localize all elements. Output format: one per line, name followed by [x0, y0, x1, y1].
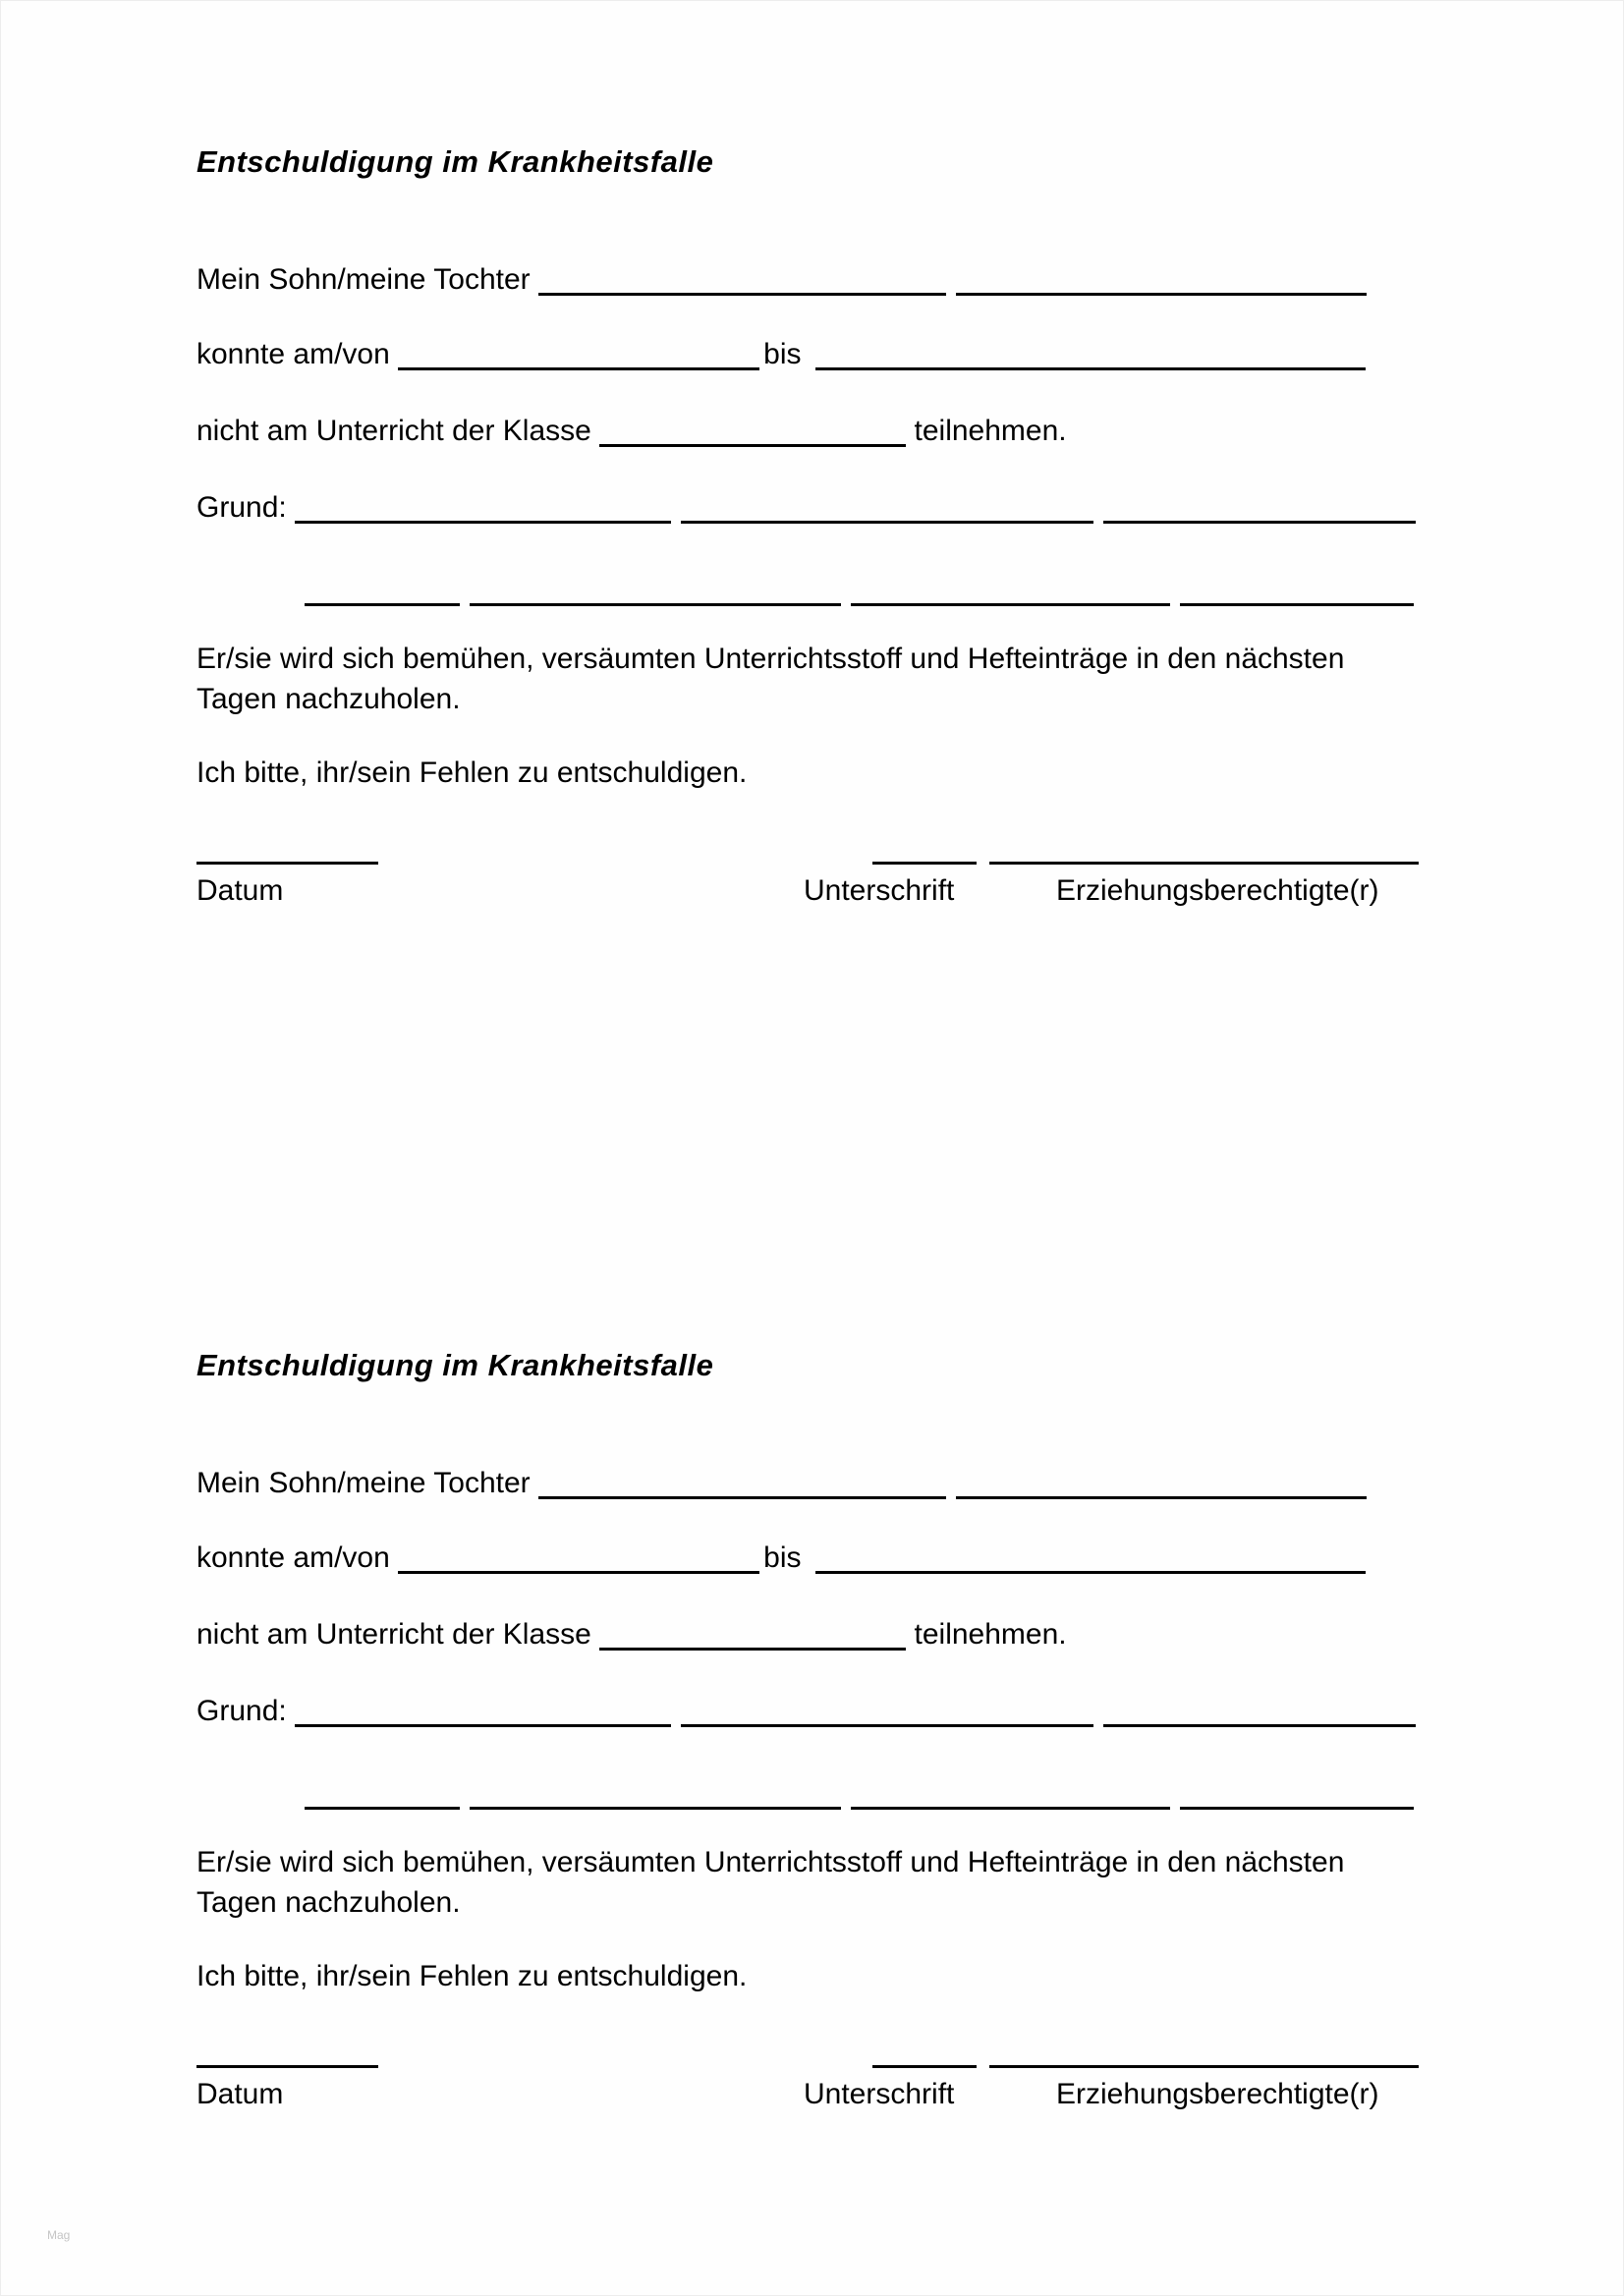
- erziehungsberechtigte-label: Erziehungsberechtigte(r): [1056, 874, 1379, 907]
- blank-date-from: [398, 1541, 759, 1574]
- catch-up-paragraph: Er/sie wird sich bemühen, versäumten Unterrichtsstoff und Hefteinträge in den nächsten Tagen nachzuholen.: [196, 1846, 1345, 1919]
- class-prefix-label: nicht am Unterricht der Klasse: [196, 1618, 591, 1651]
- child-name-label: Mein Sohn/meine Tochter: [196, 263, 531, 296]
- blank-reason-5: [470, 1777, 841, 1810]
- blank-date-to: [815, 338, 1366, 370]
- page-edge-watermark: Mag: [47, 2228, 71, 2242]
- catch-up-paragraph: Er/sie wird sich bemühen, versäumten Unterrichtsstoff und Hefteinträge in den nächsten Tagen nachzuholen.: [196, 643, 1345, 715]
- blank-reason-7: [1180, 1777, 1414, 1810]
- blank-signature-long: [989, 2036, 1419, 2068]
- blank-reason-4: [305, 574, 460, 606]
- signature-blanks-row: [196, 832, 1434, 871]
- blank-reason-5: [470, 574, 841, 606]
- reason-line: [196, 1692, 1416, 1731]
- reason-line: [196, 488, 1416, 528]
- datum-label: Datum: [196, 874, 284, 907]
- class-line: [196, 412, 1067, 451]
- form-title-text: Entschuldigung im Krankheitsfalle: [196, 1348, 714, 1382]
- excuse-request-line: Ich bitte, ihr/sein Fehlen zu entschuldigen.: [196, 756, 748, 789]
- dates-line: [196, 335, 1366, 374]
- form-title: [196, 142, 713, 183]
- class-prefix-label: nicht am Unterricht der Klasse: [196, 415, 591, 447]
- class-suffix-label: teilnehmen.: [914, 415, 1067, 447]
- excuse-request-line: Ich bitte, ihr/sein Fehlen zu entschuldigen.: [196, 1960, 748, 1992]
- blank-date-signature: [196, 832, 378, 865]
- blank-signature-long: [989, 832, 1419, 865]
- reason-line-2: [305, 1774, 1414, 1814]
- dates-bis-label: bis: [763, 338, 802, 370]
- reason-label: Grund:: [196, 491, 287, 524]
- blank-signature-short: [872, 2036, 977, 2068]
- dates-prefix-label: konnte am/von: [196, 338, 390, 370]
- blank-class: [599, 415, 906, 447]
- unterschrift-label: Unterschrift: [804, 2078, 955, 2110]
- blank-date-from: [398, 338, 759, 370]
- child-name-line: [196, 1464, 1367, 1503]
- unterschrift-label: Unterschrift: [804, 874, 955, 907]
- blank-reason-7: [1180, 574, 1414, 606]
- excuse-form-top: [196, 142, 1434, 928]
- blank-signature-short: [872, 832, 977, 865]
- blank-date-signature: [196, 2036, 378, 2068]
- form-title: [196, 1346, 713, 1386]
- class-suffix-label: teilnehmen.: [914, 1618, 1067, 1651]
- blank-child-first-name: [538, 263, 946, 296]
- class-line: [196, 1615, 1067, 1654]
- blank-reason-6: [851, 1777, 1170, 1810]
- reason-label: Grund:: [196, 1695, 287, 1727]
- blank-child-last-name: [956, 1467, 1367, 1499]
- blank-reason-3: [1103, 491, 1416, 524]
- blank-reason-3: [1103, 1695, 1416, 1727]
- blank-reason-4: [305, 1777, 460, 1810]
- blank-reason-1: [295, 1695, 671, 1727]
- blank-reason-6: [851, 574, 1170, 606]
- blank-reason-1: [295, 491, 671, 524]
- blank-class: [599, 1618, 906, 1651]
- reason-line-2: [305, 571, 1414, 610]
- excuse-form-bottom: [196, 1346, 1434, 2132]
- blank-date-to: [815, 1541, 1366, 1574]
- datum-label: Datum: [196, 2078, 284, 2110]
- blank-reason-2: [681, 1695, 1093, 1727]
- blank-reason-2: [681, 491, 1093, 524]
- signature-blanks-row: [196, 2036, 1434, 2075]
- dates-line: [196, 1539, 1366, 1578]
- erziehungsberechtigte-label: Erziehungsberechtigte(r): [1056, 2078, 1379, 2110]
- child-name-line: [196, 260, 1367, 300]
- dates-prefix-label: konnte am/von: [196, 1541, 390, 1574]
- blank-child-first-name: [538, 1467, 946, 1499]
- blank-child-last-name: [956, 263, 1367, 296]
- form-title-text: Entschuldigung im Krankheitsfalle: [196, 144, 714, 179]
- child-name-label: Mein Sohn/meine Tochter: [196, 1467, 531, 1499]
- dates-bis-label: bis: [763, 1541, 802, 1574]
